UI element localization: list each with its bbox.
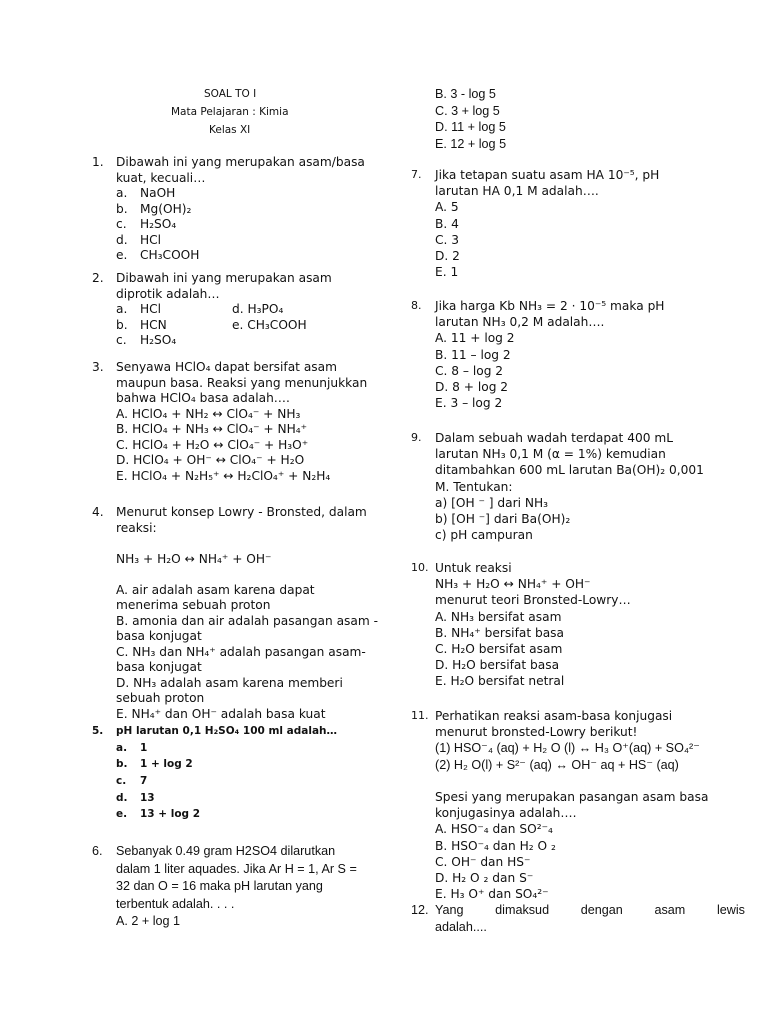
option-row: b. HCN e. CH₃COOH bbox=[116, 317, 307, 332]
option: B. NH₄⁺ bersifat basa bbox=[435, 625, 564, 640]
option: D. NH₃ adalah asam karena memberi bbox=[116, 675, 343, 690]
option: E. NH₄⁺ dan OH⁻ adalah basa kuat bbox=[116, 706, 326, 721]
option: E. 12 + log 5 bbox=[435, 136, 507, 151]
question-text: bahwa HClO₄ basa adalah…. bbox=[116, 391, 290, 405]
option: basa konjugat bbox=[116, 660, 202, 674]
option: e. CH₃COOH bbox=[116, 248, 200, 262]
option: D. H₂O bersifat basa bbox=[435, 658, 560, 673]
option: basa konjugat bbox=[116, 629, 202, 643]
option: E. H₃ O⁺ dan SO₄²⁻ bbox=[435, 887, 549, 902]
question-text: terbentuk adalah. . . . bbox=[116, 896, 235, 911]
option: B. amonia dan air adalah pasangan asam - bbox=[116, 613, 379, 628]
option: A. air adalah asam karena dapat bbox=[116, 582, 315, 597]
question-number: 7. bbox=[411, 168, 422, 181]
option-row: c. H₂SO₄ bbox=[116, 333, 177, 347]
question-number: 12. bbox=[411, 903, 429, 917]
question-text: larutan HA 0,1 M adalah…. bbox=[435, 184, 599, 199]
option: d. HCl bbox=[116, 232, 162, 247]
option: b. 1 + log 2 bbox=[116, 758, 193, 771]
option: C. 3 bbox=[435, 232, 460, 247]
option: B. 3 - log 5 bbox=[435, 87, 496, 101]
option: B. HSO⁻₄ dan H₂ O ₂ bbox=[435, 838, 556, 853]
question-text: 32 dan O = 16 maka pH larutan yang bbox=[116, 879, 323, 893]
question-text: larutan NH₃ 0,1 M (α = 1%) kemudian bbox=[435, 447, 666, 462]
class-label: Kelas XI bbox=[209, 124, 251, 136]
option: B. HClO₄ + NH₃ ↔ ClO₄⁻ + NH₄⁺ bbox=[116, 422, 308, 436]
option: A. 5 bbox=[435, 200, 459, 215]
reaction-equation: NH₃ + H₂O ↔ NH₄⁺ + OH⁻ bbox=[116, 551, 272, 566]
option: c. H₂SO₄ bbox=[116, 217, 177, 231]
option: C. 8 – log 2 bbox=[435, 363, 504, 378]
option: E. HClO₄ + N₂H₅⁺ ↔ H₂ClO₄⁺ + N₂H₄ bbox=[116, 468, 331, 483]
option: D. HClO₄ + OH⁻ ↔ ClO₄⁻ + H₂O bbox=[116, 453, 305, 467]
option: sebuah proton bbox=[116, 691, 205, 705]
question-number: 11. bbox=[411, 709, 429, 722]
question-number: 4. bbox=[92, 505, 104, 519]
option: C. H₂O bersifat asam bbox=[435, 641, 563, 656]
sub-question: c) pH campuran bbox=[435, 528, 533, 543]
question-text: pH larutan 0,1 H₂SO₄ 100 ml adalah… bbox=[116, 725, 338, 737]
subject-label: Mata Pelajaran : Kimia bbox=[171, 106, 289, 118]
option: b. Mg(OH)₂ bbox=[116, 201, 192, 216]
question-number: 10. bbox=[411, 561, 429, 574]
question-text: adalah.... bbox=[435, 919, 487, 934]
question-text: Dibawah ini yang merupakan asam/basa bbox=[116, 155, 365, 169]
option: c. 7 bbox=[116, 775, 148, 788]
option: C. NH₃ dan NH₄⁺ adalah pasangan asam- bbox=[116, 644, 366, 659]
question-text: Perhatikan reaksi asam-basa konjugasi bbox=[435, 709, 673, 723]
option: C. HClO₄ + H₂O ↔ ClO₄⁻ + H₃O⁺ bbox=[116, 437, 309, 452]
question-text: Untuk reaksi bbox=[435, 561, 512, 575]
question-text: Sebanyak 0.49 gram H2SO4 dilarutkan bbox=[116, 844, 336, 858]
question-number: 8. bbox=[411, 299, 422, 312]
option: E. 3 – log 2 bbox=[435, 396, 503, 411]
option: C. OH⁻ dan HS⁻ bbox=[435, 854, 531, 869]
question-text: menurut teori Bronsted-Lowry… bbox=[435, 593, 631, 608]
question-number: 5. bbox=[92, 725, 104, 737]
sub-question: b) [OH ⁻] dari Ba(OH)₂ bbox=[435, 511, 571, 526]
option: D. 11 + log 5 bbox=[435, 120, 506, 134]
question-text: Yang dimaksud dengan asam lewis bbox=[435, 903, 745, 917]
question-6-continued bbox=[435, 86, 735, 152]
option: a. 1 bbox=[116, 741, 148, 754]
question-number: 1. bbox=[92, 155, 104, 169]
option: C. 3 + log 5 bbox=[435, 103, 500, 118]
question-text: konjugasinya adalah…. bbox=[435, 806, 577, 821]
option: D. 2 bbox=[435, 248, 460, 263]
option: A. 11 + log 2 bbox=[435, 331, 515, 346]
option: a. NaOH bbox=[116, 186, 176, 200]
question-text: Menurut konsep Lowry - Bronsted, dalam bbox=[116, 505, 367, 519]
option: A. NH₃ bersifat asam bbox=[435, 609, 562, 624]
option: e. 13 + log 2 bbox=[116, 808, 201, 821]
question-number: 2. bbox=[92, 271, 104, 285]
question-text: M. Tentukan: bbox=[435, 479, 513, 494]
question-number: 3. bbox=[92, 360, 104, 374]
sub-question: a) [OH ⁻ ] dari NH₃ bbox=[435, 495, 549, 510]
option: A. 2 + log 1 bbox=[116, 914, 181, 928]
option: E. H₂O bersifat netral bbox=[435, 674, 565, 689]
question-text: reaksi: bbox=[116, 520, 157, 535]
option: A. HSO⁻₄ dan SO²⁻₄ bbox=[435, 822, 553, 837]
question-text: ditambahkan 600 mL larutan Ba(OH)₂ 0,001 bbox=[435, 463, 704, 478]
question-text: maupun basa. Reaksi yang menunjukkan bbox=[116, 375, 368, 390]
question-text: dalam 1 liter aquades. Jika Ar H = 1, Ar S = bbox=[116, 861, 357, 876]
question-number: 9. bbox=[411, 431, 422, 444]
option: menerima sebuah proton bbox=[116, 598, 271, 612]
option: B. 11 – log 2 bbox=[435, 347, 511, 362]
question-text: Spesi yang merupakan pasangan asam basa bbox=[435, 789, 709, 804]
question-text: Senyawa HClO₄ dapat bersifat asam bbox=[116, 360, 337, 374]
question-text: larutan NH₃ 0,2 M adalah…. bbox=[435, 315, 605, 330]
option: A. HClO₄ + NH₂ ↔ ClO₄⁻ + NH₃ bbox=[116, 406, 301, 421]
option-row: a. HCl d. H₃PO₄ bbox=[116, 302, 284, 316]
reaction-equation: (1) HSO⁻₄ (aq) + H₂ O (l) ↔ H₃ O⁺(aq) + SO₄²⁻ bbox=[435, 741, 700, 756]
option: D. 8 + log 2 bbox=[435, 379, 509, 394]
question-text: Dibawah ini yang merupakan asam bbox=[116, 271, 332, 285]
option: E. 1 bbox=[435, 265, 459, 280]
option: d. 13 bbox=[116, 791, 155, 804]
question-text: diprotik adalah… bbox=[116, 286, 220, 301]
question-text: Jika tetapan suatu asam HA 10⁻⁵, pH bbox=[435, 168, 660, 182]
reaction-equation: NH₃ + H₂O ↔ NH₄⁺ + OH⁻ bbox=[435, 577, 591, 592]
question-text: Jika harga Kb NH₃ = 2 · 10⁻⁵ maka pH bbox=[435, 299, 665, 313]
option: D. H₂ O ₂ dan S⁻ bbox=[435, 870, 534, 885]
question-number: 6. bbox=[92, 844, 103, 858]
option: B. 4 bbox=[435, 216, 459, 231]
reaction-equation: (2) H₂ O(l) + S²⁻ (aq) ↔ OH⁻ aq + HS⁻ (aq) bbox=[435, 757, 679, 772]
question-text: menurut bronsted-Lowry berikut! bbox=[435, 725, 638, 740]
question-text: kuat, kecuali… bbox=[116, 170, 206, 185]
question-text: Dalam sebuah wadah terdapat 400 mL bbox=[435, 431, 674, 445]
page-title: SOAL TO I bbox=[204, 88, 257, 100]
